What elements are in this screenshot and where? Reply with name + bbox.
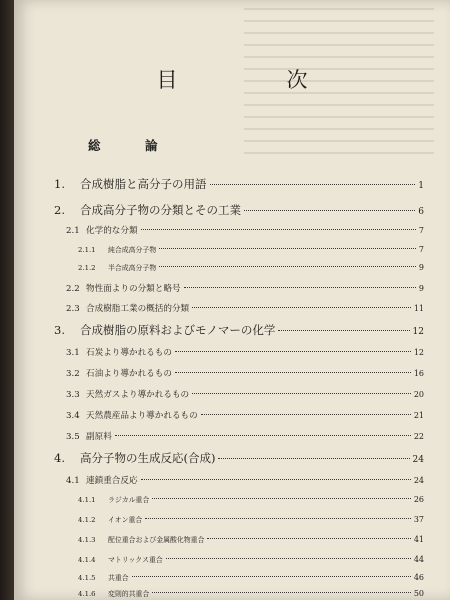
toc-entry	[66, 346, 424, 358]
toc-entry	[54, 202, 424, 218]
leader-dots	[184, 287, 416, 288]
toc-page-number: 9	[418, 284, 424, 293]
toc-label: 物性面よりの分類と略号	[86, 284, 181, 294]
toc-entry	[54, 450, 424, 466]
toc-page-number: 7	[418, 245, 424, 254]
toc-page-number: 12	[412, 327, 424, 337]
toc-entry	[66, 409, 424, 421]
toc-label: 天然ガスより導かれるもの	[86, 390, 190, 400]
toc-label: 石油より導かれるもの	[86, 369, 172, 379]
toc-number: 4.	[54, 451, 65, 465]
toc-label: 合成樹脂工業の概括的分類	[86, 304, 190, 314]
leader-dots	[278, 330, 409, 331]
toc-page-number: 6	[418, 207, 424, 217]
toc-page-number: 50	[413, 589, 424, 598]
toc-page-number: 21	[413, 411, 424, 420]
toc-entry	[66, 367, 424, 379]
toc-number: 3.	[54, 323, 65, 337]
toc-page-number: 24	[412, 455, 424, 465]
toc-number: 3.4	[66, 411, 80, 421]
toc-label: 高分子物の生成反応(合成)	[80, 451, 216, 465]
page-title: 目 次	[156, 68, 352, 92]
leader-dots	[152, 592, 410, 593]
toc-number: 2.	[54, 203, 65, 217]
toc-label: 純合成高分子物	[108, 246, 157, 254]
toc-label: 配位重合および金属酸化物重合	[108, 536, 205, 544]
toc-number: 2.1.2	[78, 264, 96, 272]
toc-label: 変則的共重合	[108, 590, 150, 598]
leader-dots	[207, 538, 410, 539]
toc-entry	[78, 514, 424, 524]
leader-dots	[175, 351, 411, 352]
leader-dots	[166, 558, 411, 559]
toc-label: マトリックス重合	[108, 556, 163, 564]
toc-number: 2.2	[66, 284, 80, 294]
toc-label: 副原料	[86, 432, 112, 442]
toc-number: 3.3	[66, 390, 80, 400]
toc-page-number: 24	[413, 476, 424, 485]
toc-page-number: 1	[418, 181, 424, 191]
toc-entry	[78, 494, 424, 504]
toc-entry	[66, 388, 424, 400]
leader-dots	[132, 576, 411, 577]
leader-dots	[141, 229, 416, 230]
toc-label: 石炭より導かれるもの	[86, 348, 172, 358]
leader-dots	[141, 479, 411, 480]
toc-entry	[78, 588, 424, 598]
toc-page-number: 46	[413, 573, 424, 582]
toc-page-number: 37	[413, 515, 424, 524]
toc-number: 3.1	[66, 348, 80, 358]
toc-page-number: 16	[413, 369, 424, 378]
toc-page-number: 9	[418, 263, 424, 272]
leader-dots	[159, 266, 416, 267]
leader-dots	[145, 518, 411, 519]
toc-number: 2.1.1	[78, 246, 96, 254]
toc-page-number: 7	[418, 226, 424, 235]
toc-label: イオン重合	[108, 516, 143, 524]
toc-page-number: 44	[413, 555, 424, 564]
toc-entry	[78, 534, 424, 544]
toc-number: 4.1.6	[78, 590, 96, 598]
toc-number: 3.5	[66, 432, 80, 442]
toc-label: 連鎖重合反応	[86, 476, 138, 486]
toc-number: 4.1.5	[78, 574, 96, 582]
leader-dots	[152, 498, 410, 499]
leader-dots	[159, 248, 416, 249]
toc-label: 合成高分子物の分類とその工業	[80, 203, 241, 217]
toc-entry	[66, 430, 424, 442]
toc-entry	[78, 554, 424, 564]
toc-number: 4.1.1	[78, 496, 96, 504]
toc-number: 4.1.3	[78, 536, 96, 544]
toc-number: 2.1	[66, 226, 80, 236]
toc-entry	[66, 302, 424, 314]
toc-entry	[78, 572, 424, 582]
toc-entry	[54, 322, 424, 338]
toc-entry	[78, 244, 424, 254]
toc-label: 天然農産品より導かれるもの	[86, 411, 198, 421]
toc-entry	[66, 282, 424, 294]
bleed-through-text	[244, 8, 434, 198]
toc-page-number: 12	[413, 348, 424, 357]
section-heading: 総 論	[88, 138, 174, 153]
leader-dots	[175, 372, 411, 373]
toc-entry	[66, 474, 424, 486]
toc-entry	[78, 262, 424, 272]
toc-page-number: 22	[413, 432, 424, 441]
toc-page-number: 20	[413, 390, 424, 399]
toc-entry	[54, 176, 424, 192]
leader-dots	[201, 414, 411, 415]
toc-page-number: 26	[413, 495, 424, 504]
toc-label: 化学的な分類	[86, 226, 138, 236]
toc-page-number: 41	[413, 535, 424, 544]
toc-page-number: 11	[413, 304, 424, 313]
toc-number: 4.1.2	[78, 516, 96, 524]
toc-number: 1.	[54, 177, 65, 191]
book-gutter	[0, 0, 14, 600]
book-page	[14, 0, 450, 600]
leader-dots	[192, 393, 411, 394]
leader-dots	[115, 435, 411, 436]
toc-label: ラジカル重合	[108, 496, 150, 504]
toc-number: 4.1	[66, 476, 80, 486]
toc-number: 4.1.4	[78, 556, 96, 564]
leader-dots	[244, 210, 415, 211]
toc-label: 共重合	[108, 574, 129, 582]
leader-dots	[192, 307, 411, 308]
toc-label: 半合成高分子物	[108, 264, 157, 272]
leader-dots	[218, 458, 409, 459]
toc-label: 合成樹脂の原料およびモノマーの化学	[80, 323, 276, 337]
leader-dots	[210, 184, 416, 185]
toc-number: 3.2	[66, 369, 80, 379]
toc-number: 2.3	[66, 304, 80, 314]
toc-entry	[66, 224, 424, 236]
toc-label: 合成樹脂と高分子の用語	[80, 177, 207, 191]
